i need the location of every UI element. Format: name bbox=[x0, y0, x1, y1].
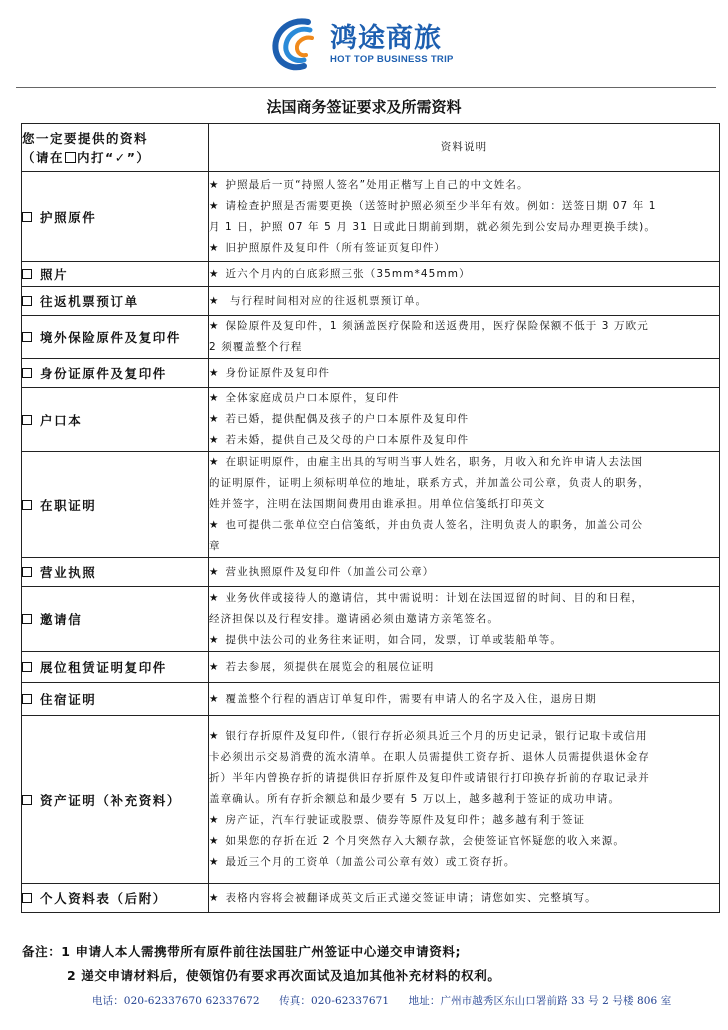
description-text: 与行程时间相对应的往返机票预订单。 bbox=[225, 294, 428, 307]
description-cell bbox=[209, 587, 720, 652]
requirement-label: 身份证原件及复印件 bbox=[40, 366, 167, 381]
checkbox[interactable] bbox=[22, 415, 32, 425]
table-row bbox=[22, 452, 720, 558]
description-line bbox=[209, 789, 719, 810]
star-icon: ★ bbox=[209, 660, 220, 673]
company-logo bbox=[268, 14, 508, 76]
star-icon: ★ bbox=[209, 519, 220, 531]
description-line bbox=[209, 337, 719, 358]
description-text: 覆盖整个行程的酒店订单复印件，需要有申请人的名字及入住，退房日期 bbox=[225, 692, 597, 705]
contact-footer bbox=[92, 993, 687, 1008]
requirement-label: 营业执照 bbox=[40, 565, 97, 580]
description-line bbox=[209, 689, 719, 710]
description-line bbox=[209, 630, 719, 651]
footer-address: 地址：广州市越秀区东山口署前路 33 号 2 号楼 806 室 bbox=[408, 995, 672, 1007]
description-line bbox=[209, 452, 719, 473]
description-line bbox=[209, 175, 719, 196]
description-line bbox=[209, 726, 719, 747]
star-icon: ★ bbox=[209, 178, 220, 191]
requirement-cell bbox=[22, 262, 209, 287]
star-icon: ★ bbox=[209, 267, 220, 280]
description-cell bbox=[209, 652, 720, 683]
description-text: 近六个月内的白底彩照三张（35mm*45mm） bbox=[225, 267, 471, 280]
header-left-line2: （请在 内打“✓”） bbox=[22, 149, 151, 165]
description-cell bbox=[209, 558, 720, 587]
checkbox-icon bbox=[65, 152, 76, 163]
star-icon: ★ bbox=[209, 591, 220, 604]
description-line bbox=[209, 747, 719, 768]
star-icon: ★ bbox=[209, 692, 220, 705]
table-row bbox=[22, 287, 720, 316]
star-icon: ★ bbox=[209, 891, 220, 904]
description-text: 身份证原件及复印件 bbox=[225, 366, 330, 379]
description-cell bbox=[209, 388, 720, 452]
table-row bbox=[22, 884, 720, 913]
checkbox[interactable] bbox=[22, 296, 32, 306]
table-row bbox=[22, 716, 720, 884]
requirements-table bbox=[21, 123, 720, 913]
header-right-cell: 资料说明 bbox=[209, 124, 720, 172]
description-text: 保险原件及复印件，1 须涵盖医疗保险和送返费用，医疗保险保额不低于 3 万欧元 bbox=[225, 320, 649, 332]
star-icon: ★ bbox=[209, 835, 220, 847]
requirement-cell bbox=[22, 359, 209, 388]
description-text: 的证明原件，证明上须标明单位的地址，联系方式，并加盖公司公章，负责人的职务， bbox=[209, 477, 650, 489]
remarks bbox=[22, 940, 500, 988]
description-text: 卡必须出示交易消费的流水清单。在职人员需提供工资存折、退休人员需提供退休金存 bbox=[209, 751, 650, 763]
description-line bbox=[209, 316, 719, 337]
checkbox[interactable] bbox=[22, 567, 32, 577]
star-icon: ★ bbox=[209, 366, 220, 379]
header-left-cell bbox=[22, 124, 209, 172]
description-text: 旧护照原件及复印件（所有签证页复印件） bbox=[225, 241, 446, 254]
requirement-label: 境外保险原件及复印件 bbox=[40, 330, 182, 345]
requirement-cell bbox=[22, 652, 209, 683]
description-cell bbox=[209, 683, 720, 716]
requirement-label: 住宿证明 bbox=[40, 692, 97, 707]
description-cell bbox=[209, 172, 720, 262]
star-icon: ★ bbox=[209, 320, 220, 332]
description-text: 表格内容将会被翻译成英文后正式递交签证申请；请您如实、完整填写。 bbox=[225, 891, 597, 904]
checkbox[interactable] bbox=[22, 332, 32, 342]
star-icon: ★ bbox=[209, 456, 220, 468]
table-row bbox=[22, 558, 720, 587]
description-cell bbox=[209, 452, 720, 558]
description-text: 若去参展，须提供在展览会的租展位证明 bbox=[225, 660, 435, 673]
requirement-label: 照片 bbox=[40, 267, 69, 282]
description-line bbox=[209, 888, 719, 909]
description-text: 章 bbox=[209, 540, 221, 552]
requirement-cell bbox=[22, 558, 209, 587]
description-line bbox=[209, 217, 719, 238]
description-text: 营业执照原件及复印件（加盖公司公章） bbox=[225, 565, 435, 578]
description-cell bbox=[209, 316, 720, 359]
table-row bbox=[22, 359, 720, 388]
description-line bbox=[209, 515, 719, 536]
table-row bbox=[22, 587, 720, 652]
description-line bbox=[209, 768, 719, 789]
checkbox[interactable] bbox=[22, 662, 32, 672]
header-divider bbox=[16, 87, 716, 88]
star-icon: ★ bbox=[209, 294, 220, 307]
requirement-cell bbox=[22, 716, 209, 884]
table-row bbox=[22, 316, 720, 359]
requirement-label: 邀请信 bbox=[40, 612, 83, 627]
description-line bbox=[209, 430, 719, 451]
table-row bbox=[22, 262, 720, 287]
requirement-cell bbox=[22, 452, 209, 558]
description-text: 月 1 日，护照 07 年 5 月 31 日或此日期前到期，就必须先到公安局办理更换手续)。 bbox=[209, 220, 656, 233]
checkbox[interactable] bbox=[22, 795, 32, 805]
description-line bbox=[209, 609, 719, 630]
description-line bbox=[209, 852, 719, 873]
star-icon: ★ bbox=[209, 730, 220, 742]
description-text: 全体家庭成员户口本原件，复印件 bbox=[225, 392, 400, 404]
page-title: 法国商务签证要求及所需资料 bbox=[266, 98, 462, 116]
table-row bbox=[22, 172, 720, 262]
star-icon: ★ bbox=[209, 633, 220, 646]
description-text: 若已婚，提供配偶及孩子的户口本原件及复印件 bbox=[225, 413, 470, 425]
description-text: 如果您的存折在近 2 个月突然存入大额存款，会使签证官怀疑您的收入来源。 bbox=[225, 835, 625, 847]
remark-line-1: 备注：1 申请人本人需携带所有原件前往法国驻广州签证中心递交申请资料; bbox=[22, 944, 462, 959]
requirement-cell bbox=[22, 587, 209, 652]
description-line bbox=[209, 196, 719, 217]
requirement-cell bbox=[22, 683, 209, 716]
description-line bbox=[209, 264, 719, 285]
description-line bbox=[209, 473, 719, 494]
description-cell bbox=[209, 359, 720, 388]
description-cell bbox=[209, 716, 720, 884]
table-header-row bbox=[22, 124, 720, 172]
checkbox[interactable] bbox=[22, 614, 32, 624]
description-text: 房产证，汽车行驶证或股票、债券等原件及复印件；越多越有利于签证 bbox=[225, 814, 586, 826]
star-icon: ★ bbox=[209, 392, 220, 404]
description-text: 护照最后一页“持照人签名”处用正楷写上自己的中文姓名。 bbox=[225, 178, 529, 191]
description-text: 也可提供二张单位空白信笺纸，并由负责人签名，注明负责人的职务，加盖公司公 bbox=[225, 519, 644, 531]
description-text: 最近三个月的工资单（加盖公司公章有效）或工资存折。 bbox=[225, 856, 516, 868]
star-icon: ★ bbox=[209, 199, 220, 212]
requirement-cell bbox=[22, 884, 209, 913]
checkbox[interactable] bbox=[22, 893, 32, 903]
footer-fax: 传真：020-62337671 bbox=[279, 995, 390, 1007]
requirement-label: 资产证明（补充资料） bbox=[40, 792, 182, 808]
description-text: 折）半年内曾换存折的请提供旧存折原件及复印件或请银行打印换存折前的存取记录并 bbox=[209, 772, 650, 784]
description-line bbox=[209, 588, 719, 609]
star-icon: ★ bbox=[209, 814, 220, 826]
description-text: 业务伙伴或接待人的邀请信，其中需说明：计划在法国逗留的时间、目的和日程， bbox=[225, 591, 644, 604]
star-icon: ★ bbox=[209, 856, 220, 868]
description-line bbox=[209, 562, 719, 583]
table-row bbox=[22, 683, 720, 716]
description-line bbox=[209, 657, 719, 678]
logo-name: 鸿途商旅 bbox=[330, 23, 442, 54]
requirement-label: 往返机票预订单 bbox=[40, 294, 139, 309]
checkbox[interactable] bbox=[22, 500, 32, 510]
description-text: 姓并签字，注明在法国期间费用由谁承担。用单位信笺纸打印英文 bbox=[209, 498, 546, 510]
requirement-label: 展位租赁证明复印件 bbox=[40, 660, 167, 675]
description-line bbox=[209, 494, 719, 515]
description-text: 请检查护照是否需要更换（送签时护照必须至少半年有效。例如：送签日期 07 年 1 bbox=[225, 199, 657, 212]
requirement-label: 户口本 bbox=[40, 412, 83, 428]
footer-phone: 电话：020-62337670 62337672 bbox=[92, 995, 260, 1007]
description-cell bbox=[209, 262, 720, 287]
description-cell bbox=[209, 287, 720, 316]
checkbox[interactable] bbox=[22, 212, 32, 222]
description-line bbox=[209, 409, 719, 430]
star-icon: ★ bbox=[209, 565, 220, 578]
checkbox[interactable] bbox=[22, 368, 32, 378]
star-icon: ★ bbox=[209, 413, 220, 425]
description-text: 盖章确认。所有存折余额总和最少要有 5 万以上，越多越利于签证的成功申请。 bbox=[209, 793, 621, 805]
swirl-logo-icon bbox=[268, 14, 328, 74]
description-text: 提供中法公司的业务往来证明，如合同，发票，订单或装船单等。 bbox=[225, 633, 562, 646]
description-line bbox=[209, 238, 719, 259]
requirement-label: 在职证明 bbox=[40, 497, 97, 513]
table-row bbox=[22, 388, 720, 452]
requirement-cell bbox=[22, 388, 209, 452]
description-line bbox=[209, 363, 719, 384]
description-text: 若未婚，提供自己及父母的户口本原件及复印件 bbox=[225, 434, 470, 446]
description-line bbox=[209, 831, 719, 852]
requirement-cell bbox=[22, 316, 209, 359]
requirement-label: 个人资料表（后附） bbox=[40, 891, 167, 906]
star-icon: ★ bbox=[209, 241, 220, 254]
remark-line-2: 2 递交申请材料后，使领馆仍有要求再次面试及追加其他补充材料的权利。 bbox=[67, 968, 501, 983]
checkbox[interactable] bbox=[22, 269, 32, 279]
description-line bbox=[209, 536, 719, 557]
description-text: 银行存折原件及复印件,（银行存折必须具近三个月的历史记录，银行记取卡或信用 bbox=[225, 730, 648, 742]
requirement-label: 护照原件 bbox=[40, 209, 97, 225]
description-line bbox=[209, 291, 719, 312]
description-line bbox=[209, 810, 719, 831]
table-row bbox=[22, 652, 720, 683]
description-text: 2 须覆盖整个行程 bbox=[209, 341, 303, 353]
description-line bbox=[209, 388, 719, 409]
description-text: 在职证明原件，由雇主出具的写明当事人姓名，职务，月收入和允许申请人去法国 bbox=[225, 456, 644, 468]
header-left-line1: 您一定要提供的资料 bbox=[22, 130, 149, 146]
description-cell bbox=[209, 884, 720, 913]
checkbox[interactable] bbox=[22, 694, 32, 704]
requirement-cell bbox=[22, 172, 209, 262]
star-icon: ★ bbox=[209, 434, 220, 446]
description-text: 经济担保以及行程安排。邀请函必须由邀请方亲笔签名。 bbox=[209, 612, 499, 625]
requirement-cell bbox=[22, 287, 209, 316]
logo-subtitle: HOT TOP BUSINESS TRIP bbox=[330, 54, 454, 65]
